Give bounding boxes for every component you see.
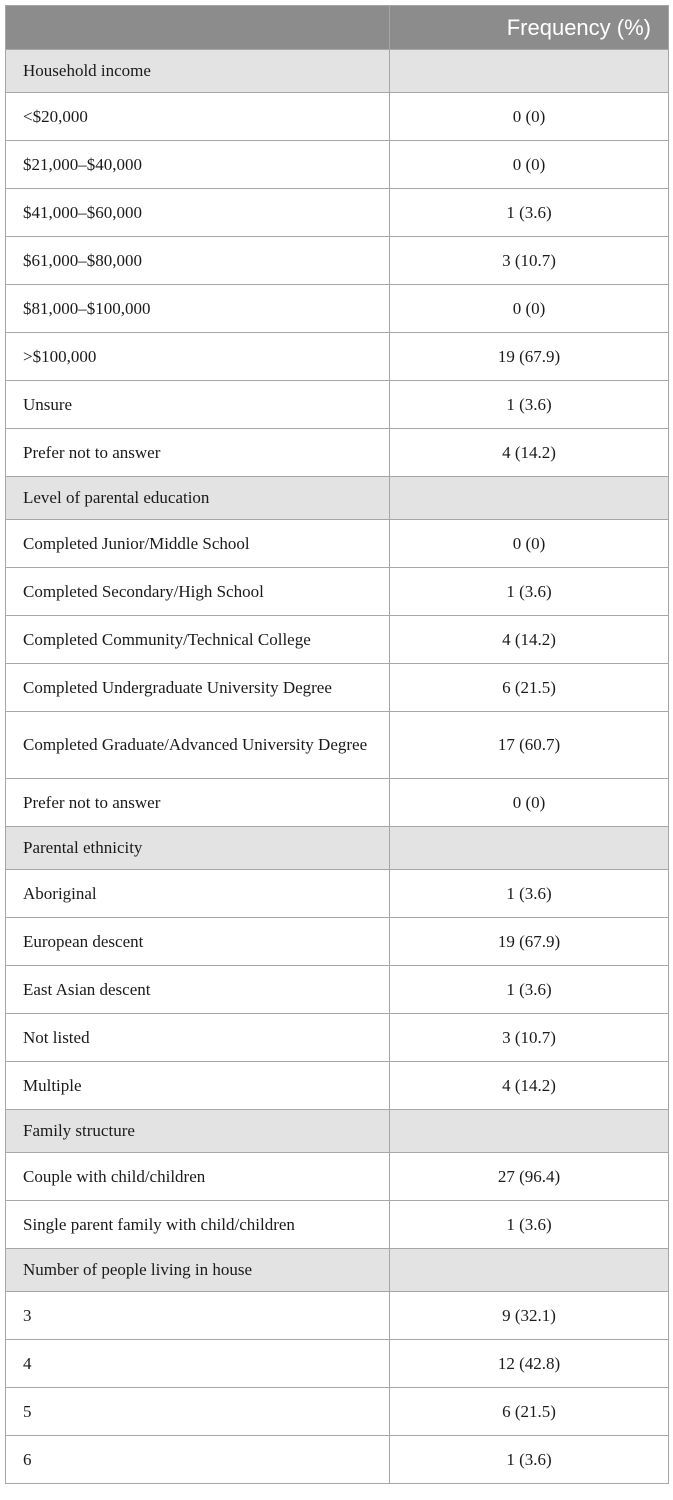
- table-row: [6, 779, 669, 827]
- row-label: 6: [6, 1436, 390, 1484]
- table-row: [6, 1436, 669, 1484]
- table-row: [6, 616, 669, 664]
- section-title: Family structure: [6, 1110, 390, 1153]
- row-label: Completed Undergraduate University Degree: [6, 664, 390, 712]
- row-label: >$100,000: [6, 333, 390, 381]
- section-household-income: [6, 50, 669, 477]
- row-value: 4 (14.2): [390, 1062, 669, 1110]
- row-label: European descent: [6, 918, 390, 966]
- section-family-structure: [6, 1110, 669, 1249]
- row-label: Prefer not to answer: [6, 779, 390, 827]
- section-header-row: [6, 50, 669, 93]
- section-header-row: [6, 1110, 669, 1153]
- row-label: Multiple: [6, 1062, 390, 1110]
- row-value: 1 (3.6): [390, 1201, 669, 1249]
- row-label: Aboriginal: [6, 870, 390, 918]
- row-value: 4 (14.2): [390, 429, 669, 477]
- row-value: 0 (0): [390, 520, 669, 568]
- table-row: [6, 520, 669, 568]
- row-label: 4: [6, 1340, 390, 1388]
- section-title: Level of parental education: [6, 477, 390, 520]
- header-frequency: Frequency (%): [390, 6, 669, 50]
- row-label: 5: [6, 1388, 390, 1436]
- row-value: 1 (3.6): [390, 966, 669, 1014]
- section-title: Number of people living in house: [6, 1249, 390, 1292]
- section-blank-cell: [390, 1110, 669, 1153]
- row-label: East Asian descent: [6, 966, 390, 1014]
- table-row: [6, 429, 669, 477]
- section-header-row: [6, 1249, 669, 1292]
- table-row: [6, 141, 669, 189]
- row-label: Completed Secondary/High School: [6, 568, 390, 616]
- row-label: Completed Community/Technical College: [6, 616, 390, 664]
- table-row: [6, 381, 669, 429]
- table-row: [6, 285, 669, 333]
- row-label: $61,000–$80,000: [6, 237, 390, 285]
- section-household-size: [6, 1249, 669, 1484]
- section-header-row: [6, 827, 669, 870]
- row-label: 3: [6, 1292, 390, 1340]
- row-value: 27 (96.4): [390, 1153, 669, 1201]
- table-row: [6, 918, 669, 966]
- row-value: 1 (3.6): [390, 189, 669, 237]
- row-value: 0 (0): [390, 779, 669, 827]
- row-label: Not listed: [6, 1014, 390, 1062]
- row-label: Prefer not to answer: [6, 429, 390, 477]
- table-row: [6, 1062, 669, 1110]
- section-blank-cell: [390, 50, 669, 93]
- section-parental-ethnicity: [6, 827, 669, 1110]
- row-value: 0 (0): [390, 93, 669, 141]
- table-row: [6, 1153, 669, 1201]
- table-row: [6, 237, 669, 285]
- table-row: [6, 93, 669, 141]
- table-row: [6, 1292, 669, 1340]
- table-row: [6, 712, 669, 779]
- row-value: 12 (42.8): [390, 1340, 669, 1388]
- row-value: 17 (60.7): [390, 712, 669, 779]
- table-row: [6, 1388, 669, 1436]
- table-row: [6, 1014, 669, 1062]
- row-value: 0 (0): [390, 285, 669, 333]
- section-header-row: [6, 477, 669, 520]
- table-row: [6, 189, 669, 237]
- section-title: Household income: [6, 50, 390, 93]
- row-value: 0 (0): [390, 141, 669, 189]
- row-value: 9 (32.1): [390, 1292, 669, 1340]
- row-label: Single parent family with child/children: [6, 1201, 390, 1249]
- row-value: 6 (21.5): [390, 1388, 669, 1436]
- row-label: <$20,000: [6, 93, 390, 141]
- table-row: [6, 664, 669, 712]
- row-label: Completed Graduate/Advanced University Degree: [6, 712, 390, 779]
- table-row: [6, 1201, 669, 1249]
- frequency-table: [5, 5, 669, 1484]
- section-blank-cell: [390, 477, 669, 520]
- section-blank-cell: [390, 827, 669, 870]
- table-row: [6, 1340, 669, 1388]
- table-row: [6, 870, 669, 918]
- header-category: [6, 6, 390, 50]
- row-value: 1 (3.6): [390, 1436, 669, 1484]
- row-value: 19 (67.9): [390, 918, 669, 966]
- row-label: $41,000–$60,000: [6, 189, 390, 237]
- row-label: Completed Junior/Middle School: [6, 520, 390, 568]
- row-label: Couple with child/children: [6, 1153, 390, 1201]
- row-value: 19 (67.9): [390, 333, 669, 381]
- row-value: 6 (21.5): [390, 664, 669, 712]
- section-title: Parental ethnicity: [6, 827, 390, 870]
- section-parental-education: [6, 477, 669, 827]
- row-value: 1 (3.6): [390, 568, 669, 616]
- table-row: [6, 568, 669, 616]
- table-row: [6, 966, 669, 1014]
- row-value: 3 (10.7): [390, 1014, 669, 1062]
- row-label: $21,000–$40,000: [6, 141, 390, 189]
- row-label: Unsure: [6, 381, 390, 429]
- section-blank-cell: [390, 1249, 669, 1292]
- row-label: $81,000–$100,000: [6, 285, 390, 333]
- header-row: [6, 6, 669, 50]
- row-value: 3 (10.7): [390, 237, 669, 285]
- table-row: [6, 333, 669, 381]
- row-value: 4 (14.2): [390, 616, 669, 664]
- row-value: 1 (3.6): [390, 381, 669, 429]
- row-value: 1 (3.6): [390, 870, 669, 918]
